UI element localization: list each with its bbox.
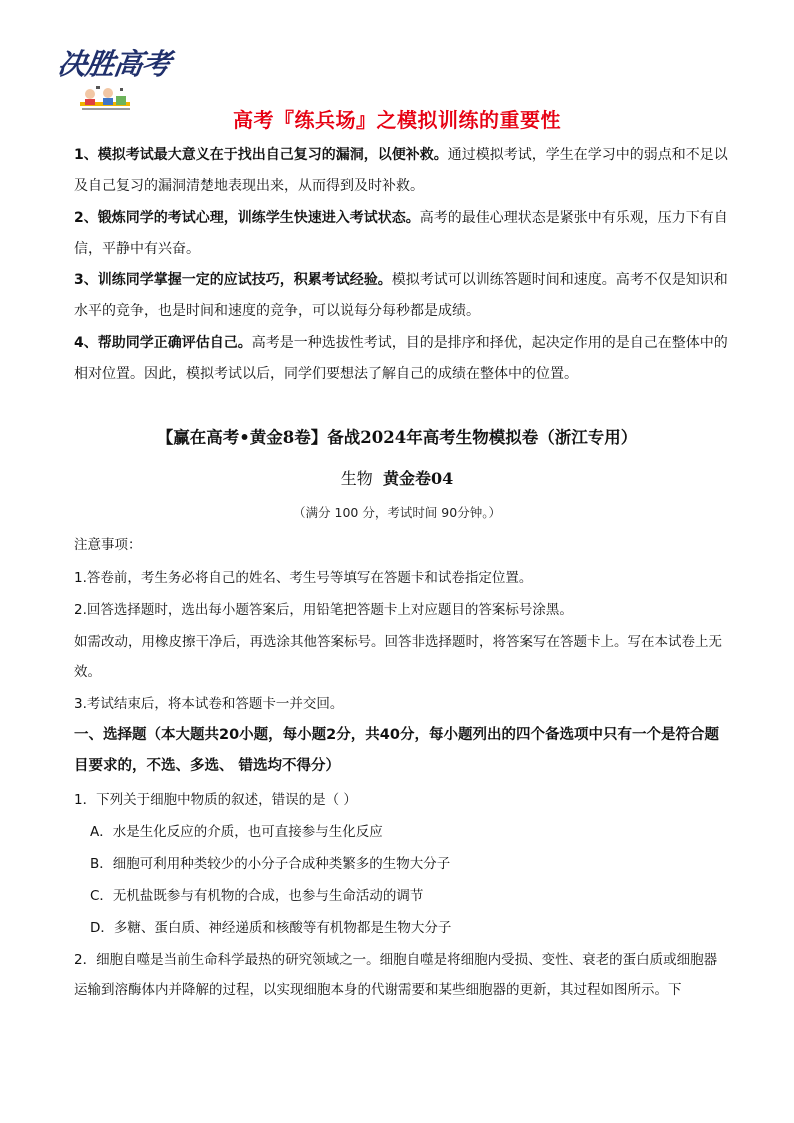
- importance-item-2: [74, 203, 730, 265]
- question-1-stem: 1．下列关于细胞中物质的叙述，错误的是（ ）: [74, 792, 357, 808]
- exam-subject-line: [0, 466, 794, 489]
- importance-item-4-text: 高考是一种选拔性考试，目的是排序和择优，起决定作用的是自己在整体中的相对位置。因此，模拟考试以后，同学们要想法了解自己的成绩在整体中的位置。: [74, 335, 728, 382]
- notice-item-1: 1.答卷前，考生务必将自己的姓名、考生号等填写在答题卡和试卷指定位置。: [74, 570, 533, 586]
- section-1-title: 一、选择题（本大题共20小题，每小题2分，共40分，每小题列出的四个备选项中只有一个是符合题目要求的，不选、多选、 错选均不得分）: [74, 727, 719, 774]
- notice-item-2: 2.回答选择题时，选出每小题答案后，用铅笔把答题卡上对应题目的答案标号涂黑。: [74, 602, 573, 618]
- page-banner-title: 高考『练兵场』之模拟训练的重要性: [233, 108, 561, 132]
- importance-item-1-text: 通过模拟考试，学生在学习中的弱点和不足以及自己复习的漏洞清楚地表现出来，从而得到及时补救。: [74, 147, 728, 194]
- question-1-option-c: C．无机盐既参与有机物的合成，也参与生命活动的调节: [90, 888, 424, 904]
- importance-item-3-text: 模拟考试可以训练答题时间和速度。高考不仅是知识和水平的竞争，也是时间和速度的竞争，可以说每分每秒都是成绩。: [74, 272, 728, 319]
- importance-item-4: [74, 328, 730, 390]
- question-1-option-d: D．多糖、蛋白质、神经递质和核酸等有机物都是生物大分子: [90, 920, 452, 936]
- exam-info: （满分 100 分，考试时间 90分钟。）: [293, 505, 501, 520]
- question-2-stem: 2．细胞自噬是当前生命科学最热的研究领域之一。细胞自噬是将细胞内受损、变性、衰老的蛋白质或细胞器运输到溶酶体内并降解的过程，以实现细胞本身的代谢需要和某些细胞器的更新，其过程如图所示。下: [74, 952, 718, 998]
- question-1-option-a: A．水是生化反应的介质，也可直接参与生化反应: [90, 824, 383, 840]
- notice-heading: 注意事项：: [74, 537, 142, 553]
- notice-item-4: 3.考试结束后，将本试卷和答题卡一并交回。: [74, 696, 344, 712]
- importance-item-1: [74, 140, 730, 202]
- logo-text: 决胜高考: [55, 47, 173, 81]
- importance-item-3-bold: 3、训练同学掌握一定的应试技巧，积累考试经验。: [74, 272, 392, 288]
- importance-item-2-bold: 2、锻炼同学的考试心理，训练学生快速进入考试状态。: [74, 210, 420, 226]
- question-1-option-b: B．细胞可利用种类较少的小分子合成种类繁多的生物大分子: [90, 856, 451, 872]
- importance-item-3: [74, 265, 730, 327]
- exam-paper-name: 黄金卷04: [382, 469, 454, 488]
- importance-item-4-bold: 4、帮助同学正确评估自己。: [74, 335, 252, 351]
- notice-item-3: 如需改动，用橡皮擦干净后，再选涂其他答案标号。回答非选择题时，将答案写在答题卡上。写在本试卷上无效。: [74, 634, 722, 680]
- exam-subject: 生物: [340, 469, 373, 488]
- importance-item-1-bold: 1、模拟考试最大意义在于找出自己复习的漏洞，以便补救。: [74, 147, 448, 163]
- importance-item-2-text: 高考的最佳心理状态是紧张中有乐观，压力下有自信，平静中有兴奋。: [74, 210, 728, 257]
- exam-title: 【赢在高考•黄金8卷】备战2024年高考生物模拟卷（浙江专用）: [156, 428, 638, 447]
